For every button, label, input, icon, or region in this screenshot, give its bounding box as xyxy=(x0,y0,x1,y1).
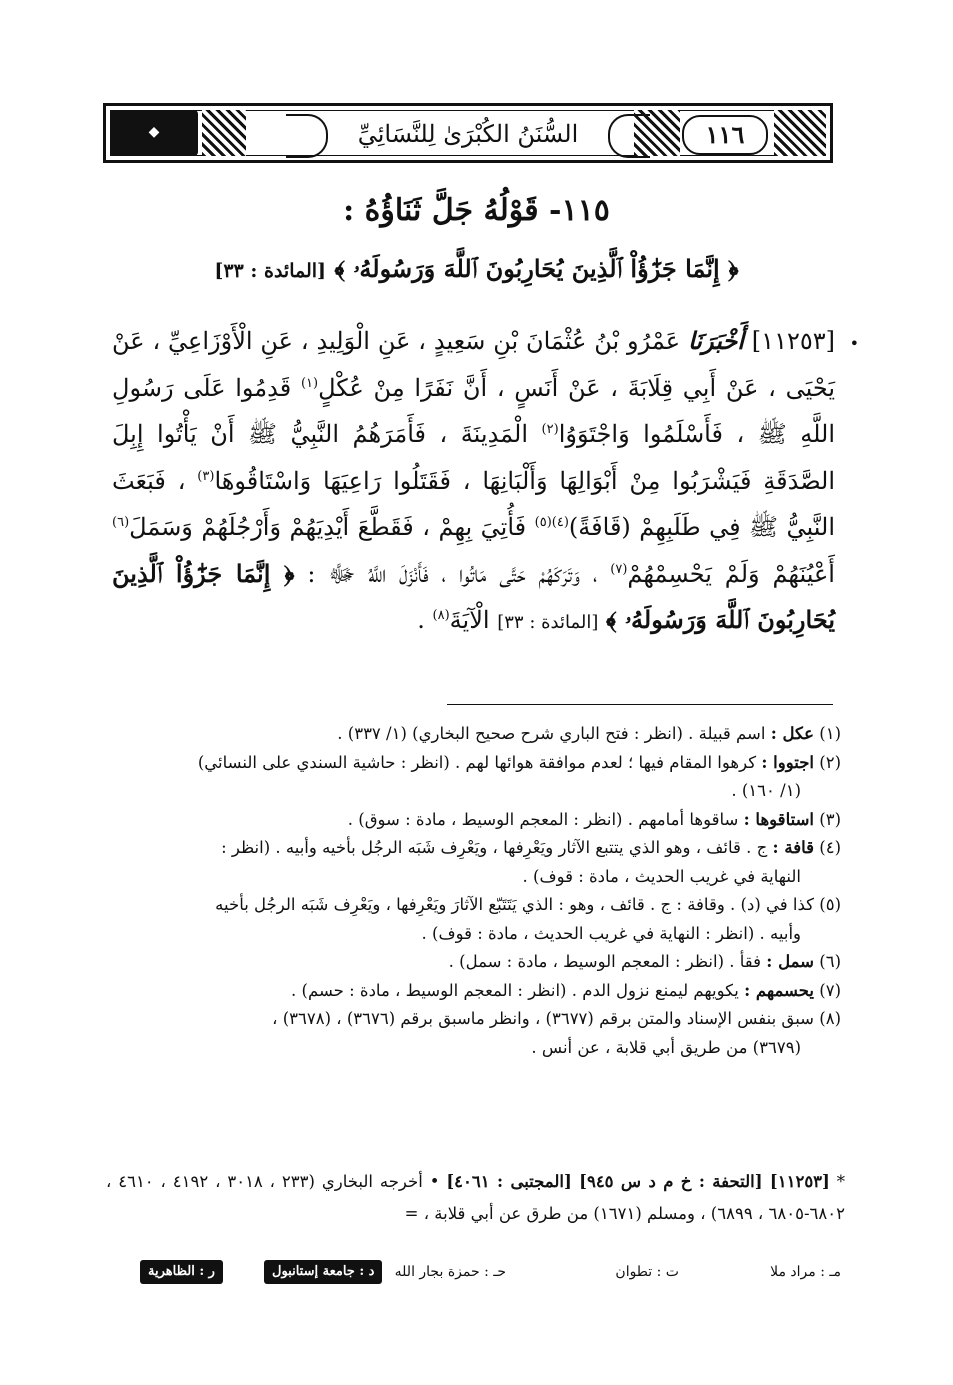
footnote-text: فقأ . (انظر : المعجم الوسيط ، مادة : سمل) . xyxy=(448,952,762,971)
takhrij-star: * xyxy=(836,1172,845,1191)
footnote-marker-3: (٣) xyxy=(197,468,215,484)
footnotes xyxy=(112,720,841,1062)
book-title: السُّنَنُ الكُبْرَىٰ لِلنَّسَائِيِّ xyxy=(306,114,630,154)
header-ornament-mid-left xyxy=(202,110,246,156)
footnote-number: (٨) xyxy=(819,1009,841,1028)
footnote-number: (٥) xyxy=(819,895,841,914)
footnote-divider xyxy=(447,704,833,705)
footnote-number: (٧) xyxy=(819,980,841,1000)
footnote xyxy=(112,806,841,835)
footnote-text: اسم قبيلة . (انظر : فتح الباري شرح صحيح البخاري) (١/ ٣٣٧) . xyxy=(337,724,766,743)
footnote xyxy=(112,1005,841,1062)
footnote xyxy=(112,834,841,891)
siglum-m: مـ : مراد ملا xyxy=(770,1264,841,1280)
hadith-part-1: عَمْرُو بْنُ عُثْمَانَ بْنِ سَعِيدٍ ، عَنِ الْوَلِيدِ ، عَنِ الْأَوْزَاعِيِّ ، عَنْ يَحْيَى ، عَنْ أَبِي قِلَابَةَ ، عَنْ أَنَسٍ ، أَنَّ نَفَرًا مِنْ عُكْلٍ xyxy=(112,327,835,402)
footnote-text: كذا في (د) . وقافة : ج . قائف ، وهو : الذي يَتَتَبّع الآثارَ ويَعْرِفها ، ويَعْرِف شَبَه الرجُل بأخيه xyxy=(215,895,814,914)
hadith-part-5: فَأُتِيَ بِهِمْ ، فَقَطَّعَ أَيْدِيَهُمْ وَأَرْجُلَهُمْ وَسَمَلَ xyxy=(129,513,527,541)
hadith-quran-quote: ﴿ إِنَّمَا جَزَٰٓؤُاْ ٱلَّذِينَ يُحَارِبُونَ ٱللَّهَ وَرَسُولَهُۥ ﴾ xyxy=(112,558,835,634)
footnote-marker-6: (٦) xyxy=(112,515,130,530)
footnote-marker-1: (١) xyxy=(300,375,319,391)
manuscript-sigla xyxy=(134,1258,841,1286)
hadith-stop: . xyxy=(417,606,425,634)
siglum-t: ت : تطوان xyxy=(615,1264,679,1280)
page-number: ١١٦ xyxy=(682,115,768,155)
footnote-text: ساقوها أمامهم . (انظر : المعجم الوسيط ، مادة : سوق) . xyxy=(347,809,739,829)
verse-reference: [المائدة : ٣٣] xyxy=(214,260,327,282)
footnote-text: ج . قائف ، وهو الذي يتتبع الآثار ويَعْرِفها ، ويَعْرِف شَبَه الرجُل بأخيه وأبيه . (انظر : xyxy=(221,838,768,857)
footnote xyxy=(112,720,841,749)
footnote-term: عكل : xyxy=(770,724,814,743)
footnote-number: (٢) xyxy=(819,752,841,772)
footnote-text: يكويهم ليمنع نزول الدم . (انظر : المعجم الوسيط ، مادة : حسم) . xyxy=(291,980,739,1000)
footnote-term: يحسمهم : xyxy=(744,980,814,1000)
hadith-ending: الْآيَةَ xyxy=(449,606,490,634)
takhrij-dot: • xyxy=(429,1172,440,1191)
hadith-part-3: الْمَدِينَةَ ، فَأَمَرَهُمُ النَّبِيُّ ﷺ أَنْ يَأْتُوا إِبِلَ الصَّدَقَةِ فَيَشْرَبُوا مِنْ أَبْوَالِهَا وَأَلْبَانِهَا ، فَقَتَلُوا رَاعِيَهَا وَاسْتَاقُوهَا xyxy=(112,420,835,495)
takhrij-text: أخرجه البخاري (٢٣٣ ، ٣٠١٨ ، ٤١٩٢ ، ٤٦١٠ ، ٦٨٠٢-٦٨٠٥ ، ٦٨٩٩) ، ومسلم (١٦٧١) من طرق عن أبي قلابة ، = xyxy=(106,1172,845,1223)
footnote-marker-4-5: (٤)(٥) xyxy=(534,515,569,530)
hadith-quote-reference: [المائدة : ٣٣] xyxy=(497,612,599,633)
book-logo-icon: ◆ xyxy=(110,110,198,156)
footnote-number: (٤) xyxy=(819,838,841,857)
takhrij-refs: [١١٢٥٣] [التحفة : خ م د س ٩٤٥] [المجتبى : ٤٠٦١] xyxy=(446,1172,830,1191)
hadith-bullet: • xyxy=(849,334,859,353)
takhrij-note xyxy=(106,1166,845,1230)
footnote-text: كرهوا المقام فيها ؛ لعدم موافقة هوائها لهم . (انظر : حاشية السندي على النسائي) xyxy=(197,752,757,772)
footnote-text: سبق بنفس الإسناد والمتن برقم (٣٦٧٧) ، وانظر ماسبق برقم (٣٦٧٦) ، (٣٦٧٨) ، xyxy=(272,1009,814,1028)
footnote-continuation: (١/ ١٦٠) . xyxy=(731,781,801,800)
footnote-term: اجتووا : xyxy=(761,752,814,772)
footnote-marker-2: (٢) xyxy=(541,422,559,437)
header-ornament-right xyxy=(774,110,826,156)
footnote-term: استاقوها : xyxy=(743,809,814,829)
footnote-number: (٣) xyxy=(819,809,841,829)
hadith-part-4: ، فَبَعَثَ النَّبِيُّ ﷺ فِي طَلَبِهِمْ (قَافَةً) xyxy=(112,466,835,541)
hadith-part-7: ، وَتَرَكَهُمْ حَتَّى مَاتُوا ، فَأَنْزَلَ اللَّهُ ﷻ : xyxy=(307,559,598,588)
footnote-marker-7: (٧) xyxy=(610,561,628,577)
footnote xyxy=(112,948,841,977)
footnote-marker-8: (٨) xyxy=(432,608,450,623)
footnote-continuation: وأبيه . (انظر : النهاية في غريب الحديث ، مادة : قوف) . xyxy=(421,923,801,943)
hadith-intro: أَخْبَرَنَا xyxy=(687,326,744,355)
chapter-heading: ١١٥- قَوْلُهُ جَلَّ ثَنَاؤُهُ : xyxy=(343,193,610,228)
hadith-part-6: أَعْيُنَهُمْ وَلَمْ يَحْسِمْهُمْ xyxy=(627,559,835,588)
verse-text: ﴿ إِنَّمَا جَزَٰٓؤُاْ ٱلَّذِينَ يُحَارِبُونَ ٱللَّهَ وَرَسُولَهُۥ ﴾ xyxy=(334,254,739,283)
footnote-continuation: (٣٦٧٩) من طريق أبي قلابة ، عن أنس . xyxy=(531,1037,801,1057)
footnote xyxy=(112,749,841,806)
footnote xyxy=(112,891,841,948)
hadith-part-2: قَدِمُوا عَلَى رَسُولِ اللَّهِ ﷺ ، فَأَسْلَمُوا وَاجْتَوَوُا xyxy=(112,373,835,448)
siglum-d-badge: د : جامعة إستانبول xyxy=(264,1260,382,1284)
chapter-verse xyxy=(100,254,853,283)
siglum-z-badge: ر : الظاهرية xyxy=(140,1260,223,1284)
footnote-number: (٦) xyxy=(819,952,841,971)
footnote-term: سمل : xyxy=(766,952,814,971)
footnote xyxy=(112,977,841,1006)
hadith-text xyxy=(112,318,835,647)
siglum-h: حـ : حمزة بجار الله xyxy=(394,1264,506,1280)
footnote-continuation: النهاية في غريب الحديث ، مادة : قوف) . xyxy=(522,866,801,886)
page-header xyxy=(103,103,833,163)
footnote-number: (١) xyxy=(819,724,841,743)
footnote-term: قافة : xyxy=(772,838,814,857)
hadith-number: [١١٢٥٣] xyxy=(751,327,835,355)
